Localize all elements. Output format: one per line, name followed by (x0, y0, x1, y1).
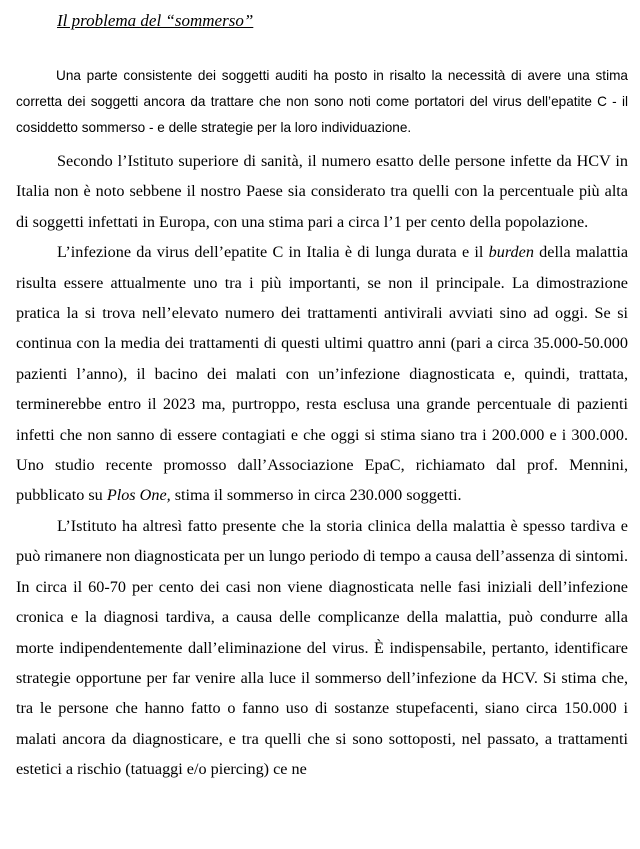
italic-term-burden: burden (488, 243, 534, 262)
intro-paragraph: Una parte consistente dei soggetti auditi ha posto in risalto la necessità di avere una stima corretta dei soggetti ancora da trattare che non sono noti come portatori del virus dell’epatite C - il cosiddetto sommerso - e delle strategie per la loro individuazione. (16, 68, 628, 135)
text-run: stima il sommerso in circa 230.000 soggetti. (170, 486, 462, 505)
body-text (16, 146, 628, 785)
paragraph-burden (16, 237, 628, 511)
text-run: della malattia risulta essere attualmente uno tra i più importanti, se non il principale. La dimostrazione pratica la si trova nell’elevato numero dei trattamenti antivirali avviati sino ad oggi. Se si continua con la media dei trattamenti di questi ultimi quattro anni (pari a circa 35.000-50.000 pazienti l’anno), il bacino dei malati con un’infezione diagnosticata e, quindi, trattata, terminerebbe entro il 2023 ma, purtroppo, resta esclusa una grande percentuale di pazienti infetti che non sanno di essere contagiati e che oggi si stima siano tra i 200.000 e i 300.000. Uno studio recente promosso dall’Associazione EpaC, richiamato dal prof. Mennini, pubblicato su (16, 243, 629, 505)
paragraph-hcv-prevalence: Secondo l’Istituto superiore di sanità, il numero esatto delle persone infette da HCV in Italia non è noto sebbene il nostro Paese sia considerato tra quelli con la percentuale più alta di soggetti infettati in Europa, con una stima pari a circa l’1 per cento della popolazione. (16, 152, 628, 231)
paragraph-clinical-history: L’Istituto ha altresì fatto presente che la storia clinica della malattia è spesso tardiva e può rimanere non diagnosticata per un lungo periodo di tempo a causa dell’assenza di sintomi. In circa il 60-70 per cento dei casi non viene diagnosticata nelle fasi iniziali dell’infezione cronica e la diagnosi tardiva, a causa delle complicanze della malattia, può condurre alla morte indipendentemente dall’eliminazione del virus. È indispensabile, pertanto, identificare strategie opportune per far venire alla luce il sommerso dell’infezione da HCV. Si stima che, tra le persone che hanno fatto o fanno uso di sostanze stupefacenti, siano circa 150.000 i malati ancora da diagnosticare, e tra quelli che si sono sottoposti, nel passato, a trattamenti estetici a rischio (tatuaggi e/o piercing) ce ne (16, 516, 628, 779)
section-title: Il problema del “sommerso” (57, 11, 254, 30)
italic-journal-name: Plos One, (106, 486, 171, 505)
text-run: L’infezione da virus dell’epatite C in Italia è di lunga durata e il (57, 243, 489, 262)
